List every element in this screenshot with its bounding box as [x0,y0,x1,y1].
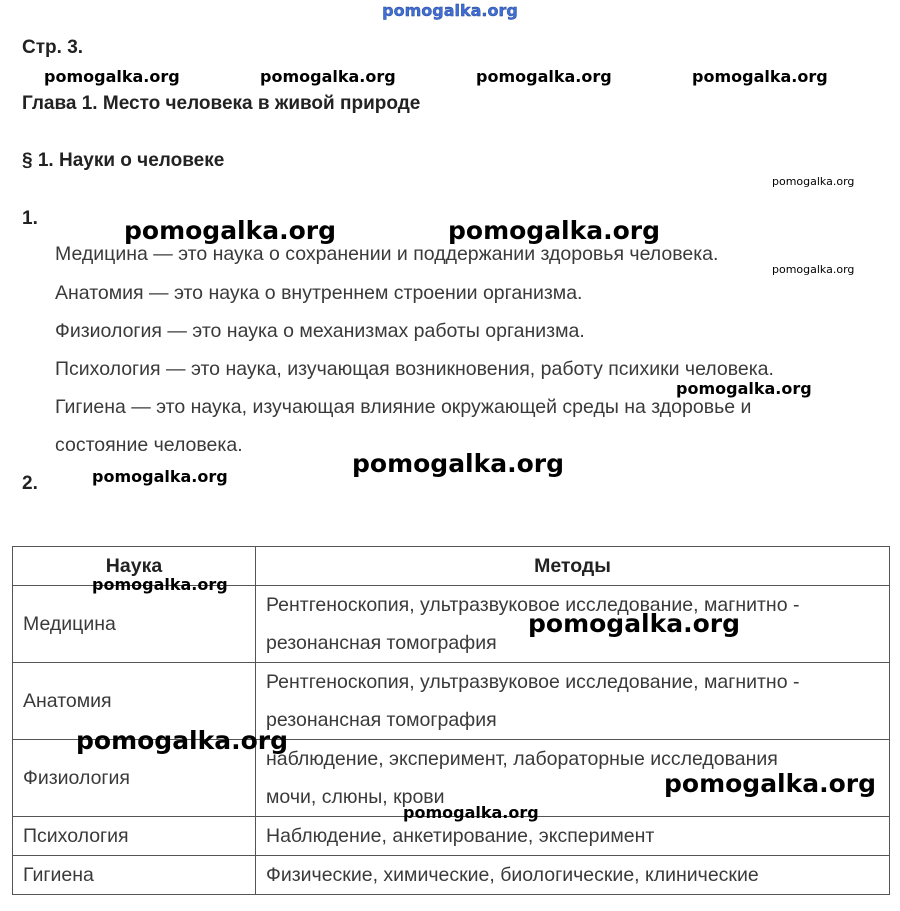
methods-cell [256,663,890,740]
task-1-line: Анатомия — это наука о внутреннем строении организма. [55,282,583,304]
table-row [13,586,890,663]
task-1-line: Физиология — это наука о механизмах работы организма. [55,320,585,342]
task-1-line: Гигиена — это наука, изучающая влияние окружающей среды на здоровье и [55,396,752,418]
top-watermark: pomogalka.org [382,1,518,20]
methods-line: Физические, химические, биологические, клинические [266,864,759,886]
watermark: pomogalka.org [476,67,612,86]
watermark: pomogalka.org [772,263,855,276]
watermark: pomogalka.org [676,379,812,398]
table-row [13,856,890,895]
page-label: Стр. 3. [22,37,84,58]
science-cell: Анатомия [13,663,256,740]
watermark: pomogalka.org [124,216,337,245]
chapter-title: Глава 1. Место человека в живой природе [22,93,421,114]
methods-line: Рентгеноскопия, ультразвуковое исследование, магнитно - [266,671,800,693]
task-2-number: 2. [22,473,38,494]
science-cell: Медицина [13,586,256,663]
methods-line: Наблюдение, анкетирование, эксперимент [266,825,655,847]
science-cell: Гигиена [13,856,256,895]
methods-line: резонансная томография [266,632,497,654]
watermark: pomogalka.org [92,467,228,486]
task-1-line: состояние человека. [55,434,243,456]
task-1-line: Психология — это наука, изучающая возникновения, работу психики человека. [55,358,774,380]
watermark: pomogalka.org [260,67,396,86]
watermark: pomogalka.org [692,67,828,86]
task-1-number: 1. [22,208,38,229]
section-title: § 1. Науки о человеке [22,150,225,171]
watermark: pomogalka.org [352,449,565,478]
methods-line: резонансная томография [266,709,497,731]
header-methods: Методы [256,547,890,586]
methods-line: Рентгеноскопия, ультразвуковое исследование, магнитно - [266,594,800,616]
watermark: pomogalka.org [772,175,855,188]
watermark: pomogalka.org [44,67,180,86]
watermark: pomogalka.org [76,726,289,755]
science-cell: Физиология [13,740,256,817]
methods-line: мочи, слюны, крови [266,786,445,808]
watermark: pomogalka.org [403,803,539,822]
methods-cell [256,817,890,856]
science-cell: Психология [13,817,256,856]
methods-table [12,546,890,895]
methods-cell [256,856,890,895]
watermark: pomogalka.org [92,575,228,594]
watermark: pomogalka.org [528,609,741,638]
watermark: pomogalka.org [664,769,877,798]
watermark: pomogalka.org [448,216,661,245]
table-row [13,817,890,856]
methods-line: наблюдение, эксперимент, лабораторные исследования [266,748,778,770]
header-science: Наука [13,547,256,586]
task-1-line: Медицина — это наука о сохранении и поддержании здоровья человека. [55,243,719,265]
